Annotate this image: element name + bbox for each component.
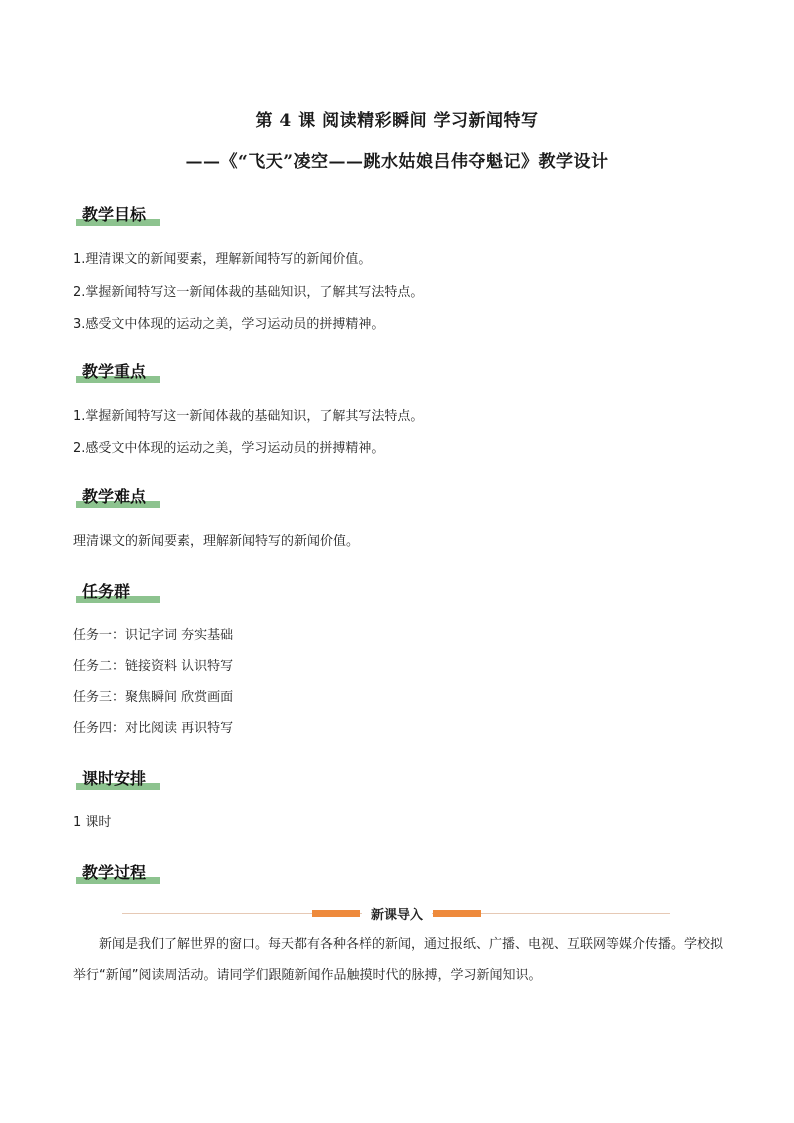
task-item-1: 任务一：识记字词 夯实基础: [73, 628, 234, 643]
divider-accent-right: [433, 910, 481, 917]
intro-paragraph: 新闻是我们了解世界的窗口。每天都有各种各样的新闻，通过报纸、广播、电视、互联网等媒介传播。学校拟举行“新闻”阅读周活动。请同学们跟随新闻作品触摸时代的脉搏，学习新闻知识。: [73, 937, 724, 983]
page-title: 第 4 课 阅读精彩瞬间 学习新闻特写: [255, 111, 539, 131]
task-item-3: 任务三：聚焦瞬间 欣赏画面: [73, 690, 234, 705]
objective-item-1: 1.理清课文的新闻要素，理解新闻特写的新闻价值。: [73, 252, 372, 267]
divider-accent-left: [312, 910, 360, 917]
objective-item-3: 3.感受文中体现的运动之美，学习运动员的拼搏精神。: [73, 317, 385, 332]
subsection-heading-intro: 新课导入: [362, 904, 432, 923]
section-heading-label: 教学重点: [82, 362, 147, 381]
schedule-item-1: 1 课时: [73, 815, 112, 830]
section-heading-label: 课时安排: [82, 769, 147, 788]
section-heading-label: 教学目标: [82, 205, 147, 224]
section-heading-label: 教学难点: [82, 487, 147, 506]
key-point-item-1: 1.掌握新闻特写这一新闻体裁的基础知识，了解其写法特点。: [73, 409, 424, 424]
page-subtitle: ——《“飞天”凌空——跳水姑娘吕伟夺魁记》教学设计: [185, 152, 609, 172]
difficulty-item-1: 理清课文的新闻要素，理解新闻特写的新闻价值。: [73, 534, 360, 549]
section-heading-label: 教学过程: [82, 863, 147, 882]
task-item-2: 任务二：链接资料 认识特写: [73, 659, 234, 674]
task-item-4: 任务四：对比阅读 再识特写: [73, 721, 234, 736]
section-heading-label: 任务群: [82, 582, 131, 601]
objective-item-2: 2.掌握新闻特写这一新闻体裁的基础知识，了解其写法特点。: [73, 285, 424, 300]
key-point-item-2: 2.感受文中体现的运动之美，学习运动员的拼搏精神。: [73, 441, 385, 456]
